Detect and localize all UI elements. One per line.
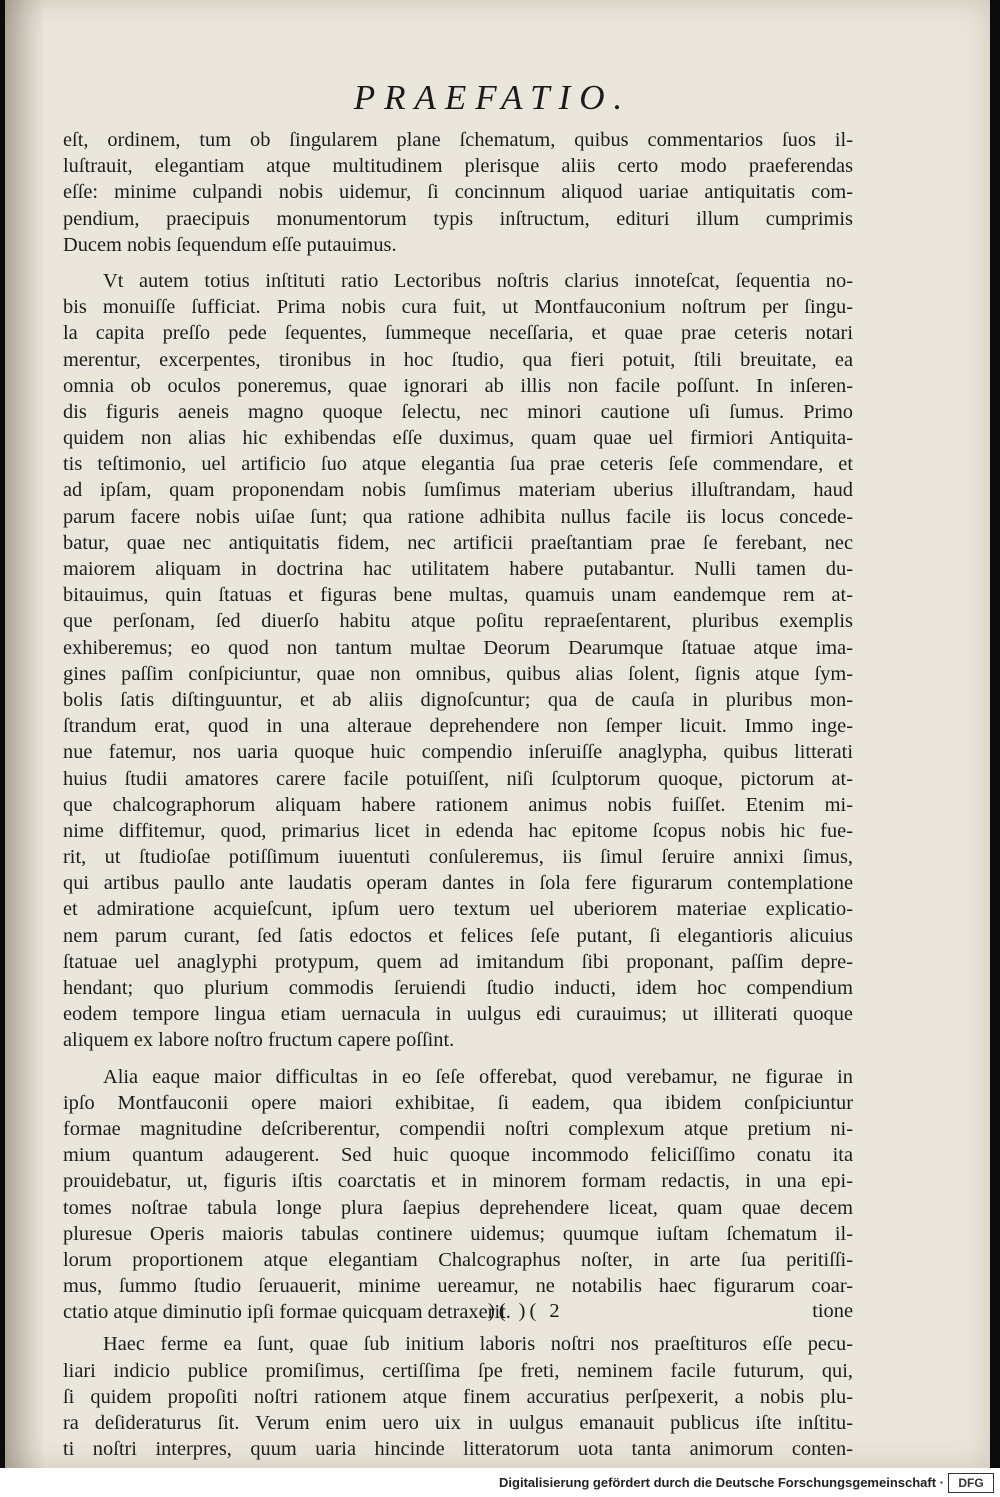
paragraph-4	[63, 1331, 853, 1462]
text-line: rit, ut ſtudioſae potiſſimum iuuentuti conſuleremus, iis ſimul ſeruire annixi ſimus,	[63, 846, 853, 869]
text-line: qui artibus paullo ante laudatis operam dantes in ſola fere figurarum contemplatione	[63, 872, 853, 895]
text-line: quidem non alias hic exhibendas eſſe duximus, quam quae uel firmiori Antiquita-	[63, 427, 853, 450]
text-line: que perſonam, ſed diuerſo habitu atque poſitu repraeſentarent, pluribus exemplis	[63, 610, 853, 633]
text-line: tomes noſtrae tabula longe plura ſaepius deprehendere liceat, quam quae decem	[63, 1196, 853, 1219]
paragraph-1	[63, 127, 853, 258]
text-line: eſſe: minime culpandi nobis uidemur, ſi concinnum aliquod uariae antiquitatis com-	[63, 181, 853, 204]
text-line: Ducem nobis ſequendum eſſe putauimus.	[63, 233, 397, 256]
text-line: ctatio atque diminutio ipſi formae quicquam detraxerit.	[63, 1301, 511, 1324]
text-line: la capita preſſo pede ſequentes, ſummeque neceſſaria, et quae prae ceteris notari	[63, 322, 853, 345]
text-line: ti noſtri interpres, quum uaria hincinde litteratorum uota tanta animorum conten-	[63, 1438, 853, 1461]
text-line: mium quantum adaugerent. Sed huic quoque incommodo feliciſſimo conatu ita	[63, 1144, 853, 1167]
catchword: tione	[812, 1300, 853, 1322]
paragraph-2	[63, 268, 853, 1054]
text-line: tis teſtimonio, uel artificio ſuo atque elegantia ſua prae ceteris ſeſe commendare, et	[63, 453, 853, 476]
page-title: PRAEFATIO.	[353, 78, 632, 117]
credit-bar	[0, 1468, 1000, 1497]
text-line: luſtrauit, elegantiam atque multitudinem plerisque aliis certo modo praeferendas	[63, 155, 853, 178]
text-line: ipſo Montfauconii opere maiori exhibitae, ſi eadem, qua ibidem conſpiciuntur	[63, 1091, 853, 1114]
text-line: ſtatuae uel anaglyphi protypum, quem ad imitandum ſibi proponant, paſſim depre-	[63, 950, 853, 973]
text-line: maiorem aliquam in doctrina hac utilitatem habere putabantur. Nulli tamen du-	[63, 558, 853, 580]
text-line: bolis ſatis diſtinguuntur, et ab aliis dignoſcuntur; qua de cauſa in pluribus mon-	[63, 688, 853, 711]
text-line: aliquem ex labore noſtro fructum capere poſſint.	[63, 1029, 455, 1052]
text-line: huius ſtudii amatores carere facile potuiſſent, niſi ſculptorum quoque, pictorum at-	[63, 767, 853, 790]
text-line: lorum proportionem atque elegantiam Chalcographus noſter, in arte ſua peritiſſi-	[63, 1248, 853, 1271]
paragraph-3	[63, 1064, 853, 1326]
text-line: formae magnitudine deſcriberentur, compendii noſtri complexum atque pretium ni-	[63, 1117, 853, 1140]
text-line: eſt, ordinem, tum ob ſingularem plane ſchematum, quibus commentarios ſuos il-	[63, 129, 853, 151]
text-line: ſtrandum erat, quod in una alteraue deprehendere non ſemper licuit. Immo inge-	[63, 715, 853, 738]
text-line: gines paſſim conſpiciuntur, quae non omnibus, quibus alias ſolent, ſignis atque ſym-	[63, 662, 853, 685]
text-line: ſi quidem propoſiti noſtri rationem atque finem accuratius perſpexerit, a nobis plu-	[63, 1385, 853, 1408]
text-line: pluresue Operis maioris tabulas continere uidemus; quumque iuſtam ſchematum il-	[63, 1222, 853, 1245]
text-line: dis figuris aeneis magno quoque ſelectu, nec minori cautione uſi ſumus. Primo	[63, 400, 853, 423]
body-text	[63, 127, 853, 1472]
gutter-shadow	[5, 0, 45, 1468]
text-line: Haec ferme ea ſunt, quae ſub initium laboris noſtri nos praeſtituros eſſe pecu-	[103, 1333, 853, 1356]
text-line: omnia ob oculos poneremus, quae ignorari ab illis non facile poſſunt. In inſeren-	[63, 374, 853, 397]
text-line: mus, ſummo ſtudio ſeruauerit, minime uereamur, ne notabilis haec figurarum coar-	[63, 1275, 853, 1298]
text-line: hendant; quo plurium commodis ſeruiendi ſtudio inducti, idem hoc compendium	[63, 977, 853, 999]
text-line: ra deſideraturus ſit. Verum enim uero uix in uulgus emanauit publicus iſte inſtitu-	[63, 1412, 853, 1434]
text-line: prouidebatur, ut, figuris iſtis coarctatis et in minorem formam redactis, in una epi-	[63, 1170, 853, 1193]
page-footer	[63, 1300, 853, 1326]
text-line: nem parum curant, ſed ſatis edoctos et felices ſeſe putant, ſi elegantioris alicuius	[63, 924, 853, 947]
text-line: eodem tempore lingua etiam uernacula in uulgus edi curauimus; ut illiterati quoque	[63, 1003, 853, 1026]
signature-mark: )( )( 2	[488, 1300, 564, 1322]
text-line: parum facere nobis uiſae ſunt; qua ratione adhibita nullus facile iis locus concede-	[63, 505, 853, 528]
text-line: que chalcographorum aliquam habere rationem animus nobis fuiſſet. Etenim mi-	[63, 793, 853, 816]
text-line: Alia eaque maior difficultas in eo ſeſe offerebat, quod verebamur, ne figurae in	[103, 1065, 853, 1088]
text-line: Vt autem totius inſtituti ratio Lectoribus noſtris clarius innoteſcat, ſequentia no-	[103, 269, 853, 292]
text-line: exhiberemus; eo quod non tantum multae Deorum Dearumque ſtatuae atque ima-	[63, 636, 853, 659]
text-line: bitauimus, quin ſtatuas et figuras bene multas, quamuis unam eandemque rem at-	[63, 584, 853, 607]
text-line: nue fatemur, nos uaria quoque huic compendio inſeruiſſe anaglypha, quibus litterati	[63, 741, 853, 764]
text-line: liari indicio publice promiſimus, certiſſima ſpe freti, neminem facile futurum, qui,	[63, 1359, 853, 1382]
text-line: merentur, excerpentes, tironibus in hoc ſtudio, qua fieri potuit, ſtili breuitate, ea	[63, 348, 853, 371]
funding-credit: Digitalisierung gefördert durch die Deutsche Forschungsgemeinschaft ·	[499, 1475, 944, 1490]
text-line: ad ipſam, quam proponendam nobis ſumſimus materiam uberius illuſtrandam, haud	[63, 479, 853, 502]
text-line: pendium, praecipuis monumentorum typis inſtructum, edituri illum cumprimis	[63, 207, 853, 230]
text-line: bis monuiſſe ſufficiat. Prima nobis cura fuit, ut Montfauconium noſtrum per ſingu-	[63, 296, 853, 319]
text-line: batur, quae nec antiquitatis fidem, nec artificii praeſtantiam prae ſe ferebant, nec	[63, 531, 853, 554]
dfg-logo-icon: DFG	[948, 1473, 994, 1493]
text-line: nime diffitemur, quod, primarius licet in edenda hac epitome ſcopus nobis hic fue-	[63, 819, 853, 842]
text-line: et admiratione acquieſcunt, ipſum uero textum uel uberiorem materiae explicatio-	[63, 898, 853, 921]
